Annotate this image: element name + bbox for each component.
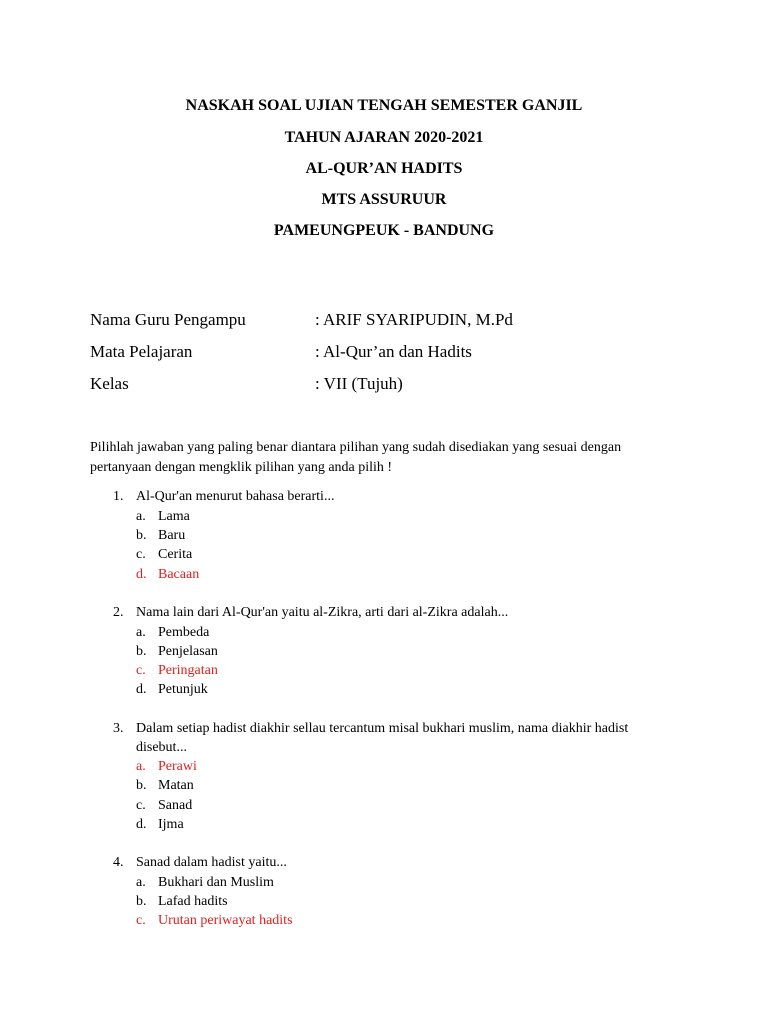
correct-option-text[interactable]: Bacaan [158,567,200,582]
header-title-line-5: PAMEUNGPEUK - BANDUNG [273,222,495,239]
question-text-line-2: disebut... [136,740,187,755]
header-title-line-1: NASKAH SOAL UJIAN TENGAH SEMESTER GANJIL [185,97,583,114]
option-text[interactable]: Bukhari dan Muslim [158,875,274,890]
class-value: : VII (Tujuh) [315,374,403,393]
option-text[interactable]: Matan [158,778,194,793]
correct-option-text[interactable]: Perawi [158,759,197,774]
option-letter[interactable]: a. [136,625,146,640]
option-text[interactable]: Penjelasan [158,644,218,659]
option-letter[interactable]: d. [136,682,147,697]
question-text: Al-Qur'an menurut bahasa berarti... [136,489,335,504]
instruction-line-2: pertanyaan dengan mengklik pilihan yang anda pilih ! [90,460,393,475]
option-letter[interactable]: c. [136,547,146,562]
option-text[interactable]: Lama [158,509,190,524]
header-title-line-2: TAHUN AJARAN 2020-2021 [284,129,484,146]
option-letter[interactable]: d. [136,817,147,832]
option-text[interactable]: Pembeda [158,625,210,640]
option-text[interactable]: Ijma [158,817,184,832]
option-letter[interactable]: a. [136,875,146,890]
option-text[interactable]: Cerita [158,547,193,562]
correct-option-letter[interactable]: a. [136,759,146,774]
correct-option-text[interactable]: Urutan periwayat hadits [158,913,293,928]
option-text[interactable]: Lafad hadits [158,894,228,909]
teacher-label: Nama Guru Pengampu [90,310,246,329]
option-letter[interactable]: a. [136,509,146,524]
header-title-line-4: MTS ASSURUUR [321,191,447,208]
option-text[interactable]: Petunjuk [158,682,208,697]
question-number: 4. [113,855,124,870]
instruction-line-1: Pilihlah jawaban yang paling benar diantara pilihan yang sudah disediakan yang sesuai dengan [90,440,622,455]
question-text-line-1: Dalam setiap hadist diakhir sellau tercantum misal bukhari muslim, nama diakhir hadist [136,721,629,736]
correct-option-letter[interactable]: c. [136,913,146,928]
correct-option-text[interactable]: Peringatan [158,663,218,678]
correct-option-letter[interactable]: d. [136,567,147,582]
class-label: Kelas [90,374,129,393]
option-letter[interactable]: c. [136,798,146,813]
question-text: Nama lain dari Al-Qur'an yaitu al-Zikra, arti dari al-Zikra adalah... [136,605,509,620]
teacher-value: : ARIF SYARIPUDIN, M.Pd [315,310,513,329]
header-title-line-3: AL-QUR’AN HADITS [305,160,463,177]
question-text: Sanad dalam hadist yaitu... [136,855,287,870]
option-letter[interactable]: b. [136,528,147,543]
question-number: 1. [113,489,124,504]
question-number: 3. [113,721,124,736]
subject-value: : Al-Qur’an dan Hadits [315,342,472,361]
option-text[interactable]: Sanad [158,798,193,813]
option-text[interactable]: Baru [158,528,186,543]
question-number: 2. [113,605,124,620]
option-letter[interactable]: b. [136,778,147,793]
subject-label: Mata Pelajaran [90,342,193,361]
option-letter[interactable]: b. [136,644,147,659]
correct-option-letter[interactable]: c. [136,663,146,678]
option-letter[interactable]: b. [136,894,147,909]
